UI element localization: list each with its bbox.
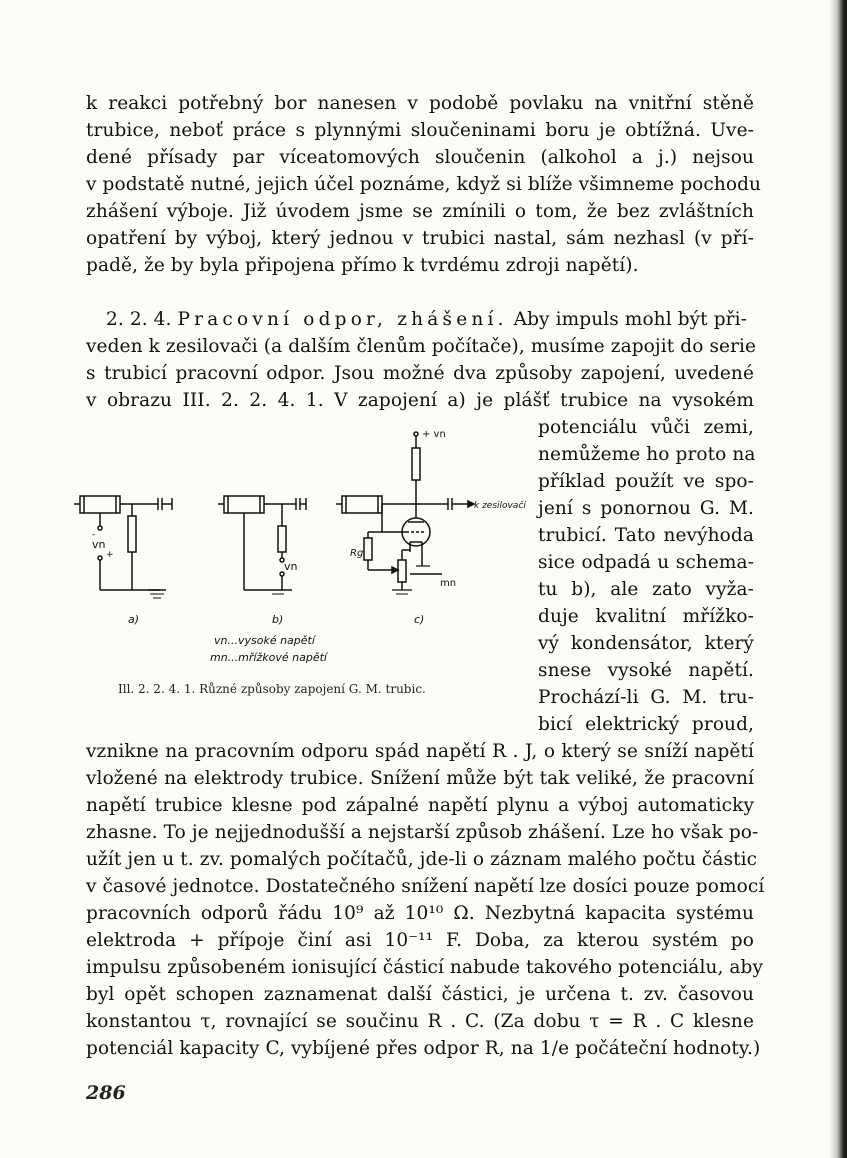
work-resistor-c <box>412 448 420 480</box>
side-text-line: jení s ponornou G. M. <box>538 498 754 519</box>
text-line: trubice, neboť práce s plynnými sloučeninami boru je obtížná. Uve- <box>86 120 754 141</box>
side-text-line: bicí elektrický proud, <box>538 714 754 735</box>
gm-tube-a <box>80 496 120 513</box>
label-mn: mn <box>440 578 457 589</box>
side-text-line: nemůžeme ho proto na <box>538 444 756 465</box>
section-title: Pracovní odpor, zhášení. <box>177 309 508 330</box>
label-vn-a: vn <box>92 538 106 551</box>
label-to-amplifier: k zesilovači <box>474 501 526 511</box>
side-text-line: Prochází-li G. M. tru- <box>538 687 754 708</box>
text-line: zhášení výboje. Již úvodem jsme se zmínili o tom, že bez zvláštních <box>86 201 754 222</box>
text-line: konstantou τ, rovnající se součinu R . C. (Za dobu τ = R . C klesne <box>86 1011 754 1032</box>
section-first-line-rest: Aby impuls mohl být při- <box>513 309 747 330</box>
label-c: c) <box>414 613 425 626</box>
work-resistor-a <box>128 516 136 552</box>
section-number: 2. 2. 4. <box>106 309 172 330</box>
side-text-line: snese vysoké napětí. <box>538 660 754 681</box>
side-text-line: trubicí. Tato nevýhoda <box>538 525 754 546</box>
svg-text:+: + <box>106 550 114 560</box>
side-text-line: sice odpadá u schema- <box>538 552 754 573</box>
text-line: s trubicí pracovní odpor. Jsou možné dva způsoby zapojení, uvedené <box>86 363 754 384</box>
page-number: 286 <box>86 1082 126 1104</box>
circuit-figure <box>70 418 532 680</box>
circuit-a <box>74 496 172 626</box>
gm-tube-c <box>342 496 382 513</box>
text-line: v obrazu III. 2. 2. 4. 1. V zapojení a) je plášť trubice na vysokém <box>86 390 754 411</box>
text-line: vložené na elektrody trubice. Snížení může být tak veliké, že pracovní <box>86 768 754 789</box>
text-line: byl opět schopen zaznamenat další částici, je určena t. zv. časovou <box>86 984 754 1005</box>
text-line: napětí trubice klesne pod zápalné napětí plynu a výboj automaticky <box>86 795 754 816</box>
side-text-line: potenciálu vůči zemi, <box>538 417 754 438</box>
text-line: dené přísady par víceatomových sloučenin (alkohol a j.) nejsou <box>86 147 754 168</box>
side-text-line: příklad použít ve spo- <box>538 471 754 492</box>
text-line: v časové jednotce. Dostatečného snížení napětí lze dosíci pouze pomocí <box>86 876 765 897</box>
label-rg: Rg <box>350 548 364 559</box>
text-line: padě, že by byla připojena přímo k tvrdému zdroji napětí). <box>86 255 639 276</box>
text-line: užít jen u t. zv. pomalých počítačů, jde-li o záznam malého počtu částic <box>86 849 758 870</box>
text-line: impulsu způsobeném ionisující částicí nabude takového potenciálu, aby <box>86 957 764 978</box>
gm-tube-b <box>224 496 264 513</box>
label-a: a) <box>128 613 140 626</box>
text-line: potenciál kapacity C, vybíjené přes odpor R, na 1/e počáteční hodnoty.) <box>86 1038 761 1059</box>
work-resistor-b <box>278 526 286 552</box>
figure-caption: Ill. 2. 2. 4. 1. Různé způsoby zapojení G. M. trubic. <box>118 682 426 696</box>
legend-mn: mn...mřížkové napětí <box>210 651 327 664</box>
section-heading-line <box>106 307 754 333</box>
text-line: opatření by výboj, který jednou v trubici nastal, sám nezhasl (v pří- <box>86 228 754 249</box>
grid-resistor <box>364 538 372 560</box>
label-vn-b: vn <box>284 560 298 573</box>
svg-text:-: - <box>92 530 96 540</box>
text-line: v podstatě nutné, jejich účel poznáme, když si blíže všimneme pochodu <box>86 174 762 195</box>
text-line: veden k zesilovači (a dalším členům počítače), musíme zapojit do serie <box>86 336 757 357</box>
side-text-line: vý kondensátor, který <box>538 633 754 654</box>
text-line: pracovních odporů řádu 10⁹ až 10¹⁰ Ω. Nezbytná kapacita systému <box>86 903 754 924</box>
label-b: b) <box>272 613 284 626</box>
legend-vn: vn...vysoké napětí <box>214 634 315 647</box>
text-line: elektroda + přípoje činí asi 10⁻¹¹ F. Doba, za kterou systém po <box>86 930 754 951</box>
side-text-line: tu b), ale zato vyža- <box>538 579 754 600</box>
circuit-b <box>218 496 306 626</box>
text-line: k reakci potřebný bor nanesen v podobě povlaku na vnitřní stěně <box>86 93 754 114</box>
circuit-c <box>336 429 526 626</box>
label-plus-vn: + vn <box>422 429 446 440</box>
text-line: vznikne na pracovním odporu spád napětí R . J, o který se sníží napětí <box>86 741 754 762</box>
text-line: zhasne. To je nejjednodušší a nejstarší způsob zhášení. Lze ho však po- <box>86 822 759 843</box>
page-edge-shadow <box>829 0 847 1158</box>
side-text-line: duje kvalitní mřížko- <box>538 606 754 627</box>
